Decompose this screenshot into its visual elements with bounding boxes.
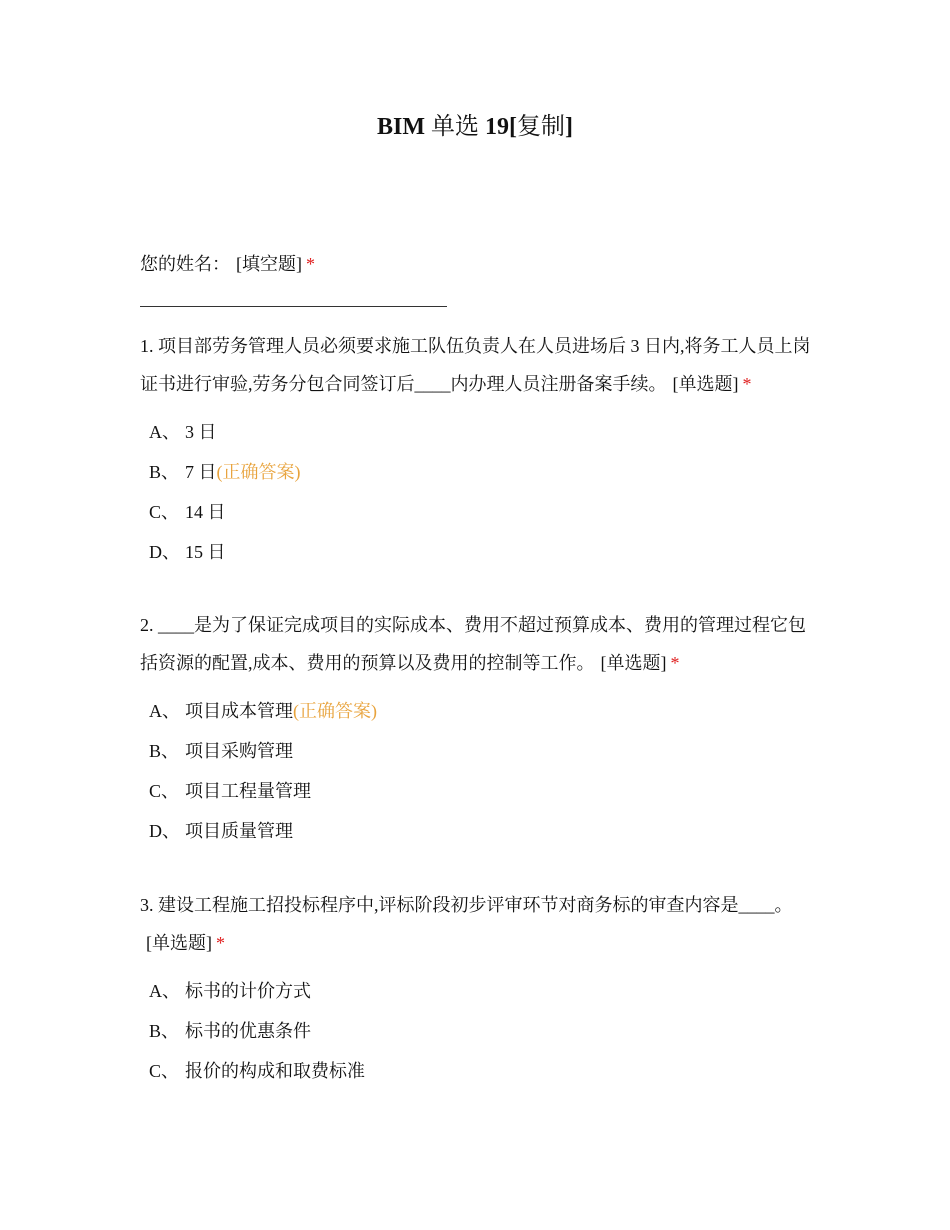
correct-answer-label: (正确答案) [216, 462, 301, 482]
option-list [140, 691, 820, 851]
option-letter: A、 [149, 422, 180, 442]
name-type-tag: [填空题] [236, 254, 302, 274]
name-input-line[interactable] [140, 306, 447, 307]
option-letter: C、 [149, 781, 180, 801]
option-letter: C、 [149, 502, 180, 522]
name-label: 您的姓名： [140, 254, 230, 274]
option-list [140, 971, 820, 1091]
question-type-tag: [单选题] [672, 374, 739, 394]
question-1-text: 1. 项目部劳务管理人员必须要求施工队伍负责人在人员进场后 3 日内,将务工人员上岗证书进行审验,劳务分包合同签订后____内办理人员注册备案手续。 [140, 336, 811, 394]
title-middle-part: 单选 [431, 114, 479, 140]
option-letter: D、 [149, 821, 180, 841]
option-letter: B、 [149, 1021, 180, 1041]
option-a[interactable] [140, 412, 820, 452]
option-text: 7 日 [185, 462, 217, 482]
option-letter: A、 [149, 701, 180, 721]
question-text [140, 886, 820, 962]
question-type-tag: [单选题] [600, 653, 667, 673]
option-text: 项目成本管理 [185, 701, 293, 721]
option-c[interactable] [140, 1051, 820, 1091]
name-question [140, 250, 315, 278]
required-mark: * [742, 374, 752, 394]
option-text: 报价的构成和取费标准 [185, 1061, 365, 1081]
option-text: 标书的优惠条件 [185, 1021, 311, 1041]
option-d[interactable] [140, 811, 820, 851]
title-copy-part: 复制 [517, 114, 565, 140]
option-text: 标书的计价方式 [185, 981, 311, 1001]
option-letter: D、 [149, 542, 180, 562]
option-c[interactable] [140, 492, 820, 532]
title-end-part: ] [565, 114, 573, 140]
question-text [140, 606, 820, 682]
option-b[interactable] [140, 731, 820, 771]
option-text: 3 日 [185, 422, 217, 442]
title-number-part: 19[ [485, 114, 517, 140]
question-2-text: 2. ____是为了保证完成项目的实际成本、费用不超过预算成本、费用的管理过程它包括资源的配置,成本、费用的预算以及费用的控制等工作。 [140, 615, 806, 673]
question-text [140, 327, 820, 403]
option-letter: C、 [149, 1061, 180, 1081]
option-a[interactable] [140, 691, 820, 731]
question-1 [140, 327, 820, 572]
option-c[interactable] [140, 771, 820, 811]
option-d[interactable] [140, 532, 820, 572]
option-text: 14 日 [185, 502, 226, 522]
option-letter: B、 [149, 741, 180, 761]
option-a[interactable] [140, 971, 820, 1011]
option-text: 15 日 [185, 542, 226, 562]
option-b[interactable] [140, 1011, 820, 1051]
option-text: 项目质量管理 [185, 821, 293, 841]
correct-answer-label: (正确答案) [293, 701, 377, 721]
option-text: 项目工程量管理 [185, 781, 311, 801]
option-letter: A、 [149, 981, 180, 1001]
option-letter: B、 [149, 462, 180, 482]
title-bold-part: BIM [377, 114, 425, 140]
option-b[interactable] [140, 452, 820, 492]
question-type-tag: [单选题] [146, 933, 212, 953]
required-mark: * [306, 254, 315, 274]
question-3-text: 3. 建设工程施工招投标程序中,评标阶段初步评审环节对商务标的审查内容是____。 [140, 895, 793, 915]
page-title [0, 110, 950, 144]
required-mark: * [670, 653, 680, 673]
required-mark: * [216, 933, 225, 953]
option-list [140, 412, 820, 572]
question-3 [140, 886, 820, 1091]
option-text: 项目采购管理 [185, 741, 293, 761]
question-2 [140, 606, 820, 851]
